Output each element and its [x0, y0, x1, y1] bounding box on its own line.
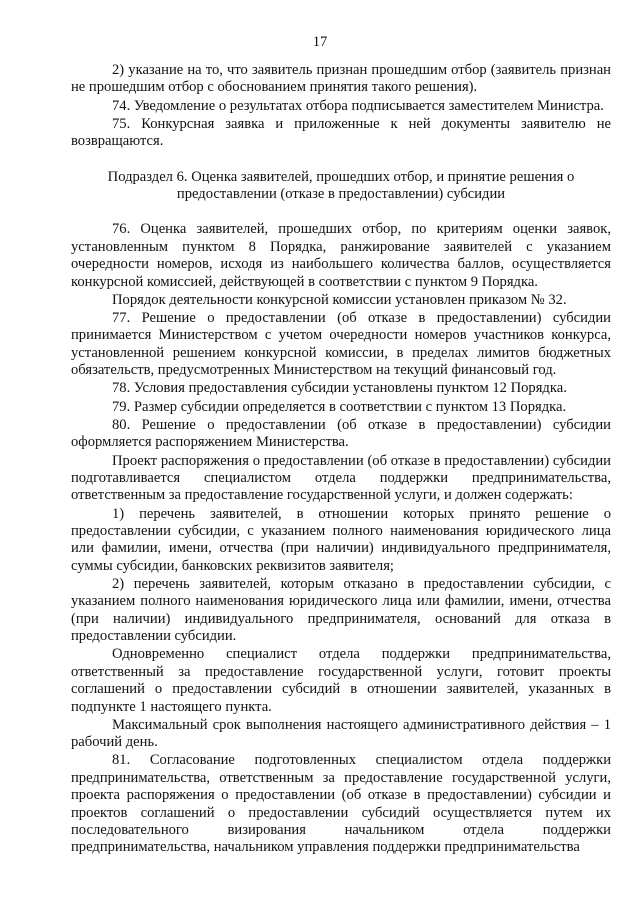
document-body [71, 62, 611, 858]
paragraph: Порядок деятельности конкурсной комиссии установлен приказом № 32. [112, 291, 567, 308]
page-number: 17 [312, 34, 328, 50]
paragraph: 1) перечень заявителей, в отношении которых принято решение о предоставлении субсидии, с указанием полного наименования юридического лица или фамилии, имени, отчества (при наличии) индивидуального предпринимателя, суммы субсидии, банковских реквизитов заявителя; [71, 505, 611, 574]
section-heading-line: предоставлении (отказе в предоставлении) субсидии [176, 186, 506, 203]
paragraph: 81. Согласование подготовленных специалистом отдела поддержки предпринимательства, ответственным за предоставление государственной услуги, проекта распоряжения о предоставлении (об отказе в предоставлении) субсидии и проектов соглашений о предоставлении субсидий осуществляется путем их последовательного визирования начальником отдела поддержки предпринимательства, начальником управления поддержки предпринимательства [71, 752, 611, 856]
paragraph: Одновременно специалист отдела поддержки предпринимательства, ответственный за предоставление государственной услуги, готовит проекты соглашений о предоставлении субсидий в отношении заявителей, указанных в подпункте 1 настоящего пункта. [71, 646, 611, 715]
paragraph: Максимальный срок выполнения настоящего административного действия – 1 рабочий день. [71, 716, 611, 751]
paragraph: Проект распоряжения о предоставлении (об отказе в предоставлении) субсидии подготавливается специалистом отдела поддержки предпринимательства, ответственным за предоставление государственной услуги, и должен содержать: [71, 452, 611, 504]
paragraph: 76. Оценка заявителей, прошедших отбор, по критериям оценки заявок, установленным пунктом 8 Порядка, ранжирование заявителей с указанием очередности номеров, исходя из наибольшего количества баллов, осуществляется конкурсной комиссией, действующей в соответствии с пунктом 9 Порядка. [71, 221, 611, 290]
paragraph: 74. Уведомление о результатах отбора подписывается заместителем Министра. [112, 97, 604, 114]
paragraph: 77. Решение о предоставлении (об отказе в предоставлении) субсидии принимается Министерством с учетом очередности номеров участников конкурса, установленной решением конкурсной комиссии, в пределах лимитов бюджетных обязательств, предусмотренных Министерством на текущий финансовый год. [71, 310, 611, 379]
paragraph: 2) указание на то, что заявитель признан прошедшим отбор (заявитель признан не прошедшим отбор с обоснованием принятия такого решения). [71, 62, 611, 96]
paragraph: 78. Условия предоставления субсидии установлены пунктом 12 Порядка. [112, 380, 567, 397]
section-heading [71, 169, 611, 204]
paragraph: 75. Конкурсная заявка и приложенные к ней документы заявителю не возвращаются. [71, 115, 611, 150]
paragraph: 2) перечень заявителей, которым отказано в предоставлении субсидии, с указанием полного наименования юридического лица или фамилии, имени, отчества (при наличии) индивидуального предпринимателя, оснований для отказа в предоставлении субсидии. [71, 575, 611, 645]
paragraph: 80. Решение о предоставлении (об отказе в предоставлении) субсидии оформляется распоряжением Министерства. [71, 416, 611, 451]
section-heading-line: Подраздел 6. Оценка заявителей, прошедших отбор, и принятие решения о [107, 168, 575, 185]
paragraph: 79. Размер субсидии определяется в соответствии с пунктом 13 Порядка. [112, 398, 567, 415]
